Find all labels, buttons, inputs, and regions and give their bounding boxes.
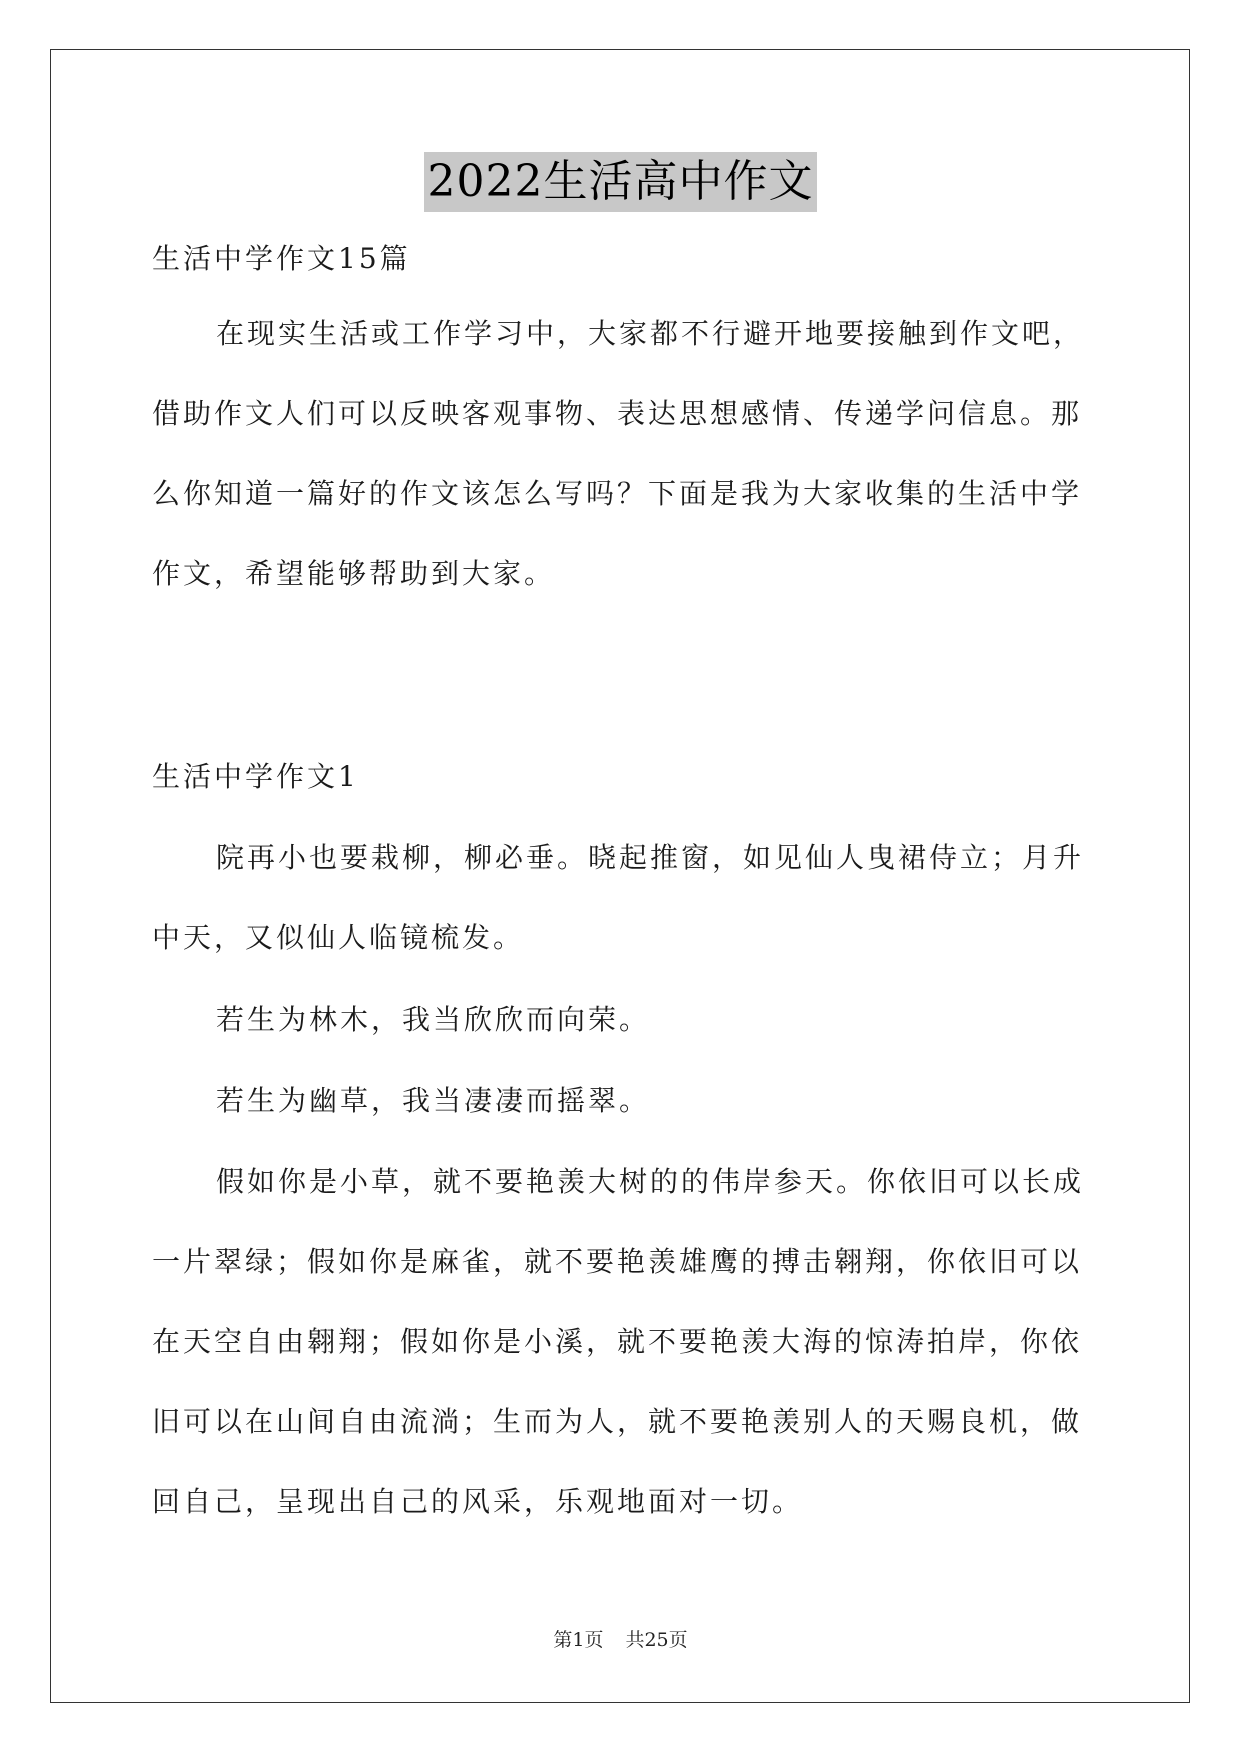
section-heading-block <box>152 737 1092 817</box>
paragraph-line: 一片翠绿；假如你是麻雀，就不要艳羡雄鹰的搏击翱翔，你依旧可以 <box>152 1245 1083 1278</box>
paragraph-line: 回自己，呈现出自己的风采，乐观地面对一切。 <box>152 1485 804 1518</box>
paragraph-line: 若生为林木，我当欣欣而向荣。 <box>216 1003 651 1036</box>
document-title: 2022生活高中作文 <box>424 152 818 212</box>
paragraph-line: 旧可以在山间自由流淌；生而为人，就不要艳羡别人的天赐良机，做 <box>152 1405 1083 1438</box>
intro-line: 么你知道一篇好的作文该怎么写吗？下面是我为大家收集的生活中学 <box>152 477 1083 510</box>
page-footer <box>0 1625 1241 1652</box>
intro-line: 借助作文人们可以反映客观事物、表达思想感情、传递学问信息。那 <box>152 397 1083 430</box>
paragraph-line: 院再小也要栽柳，柳必垂。晓起推窗，如见仙人曳裙侍立；月升 <box>216 841 1085 874</box>
document-subtitle: 生活中学作文15篇 <box>152 242 411 275</box>
paragraph-2 <box>152 980 1092 1060</box>
intro-paragraph <box>152 294 1092 614</box>
paragraph-line: 假如你是小草，就不要艳羡大树的的伟岸参天。你依旧可以长成 <box>216 1165 1085 1198</box>
paragraph-line: 在天空自由翱翔；假如你是小溪，就不要艳羡大海的惊涛拍岸，你依 <box>152 1325 1083 1358</box>
paragraph-1 <box>152 818 1092 978</box>
section-heading: 生活中学作文1 <box>152 760 359 793</box>
subtitle-block <box>152 219 1092 299</box>
title-container <box>0 152 1241 212</box>
intro-line: 作文，希望能够帮助到大家。 <box>152 557 556 590</box>
paragraph-line: 中天，又似仙人临镜梳发。 <box>152 921 525 954</box>
paragraph-line: 若生为幽草，我当凄凄而摇翠。 <box>216 1084 651 1117</box>
intro-line: 在现实生活或工作学习中，大家都不行避开地要接触到作文吧， <box>216 317 1085 350</box>
page-total: 共25页 <box>625 1629 688 1651</box>
paragraph-3 <box>152 1061 1092 1141</box>
paragraph-4 <box>152 1142 1092 1542</box>
page-number: 第1页 <box>553 1629 604 1651</box>
